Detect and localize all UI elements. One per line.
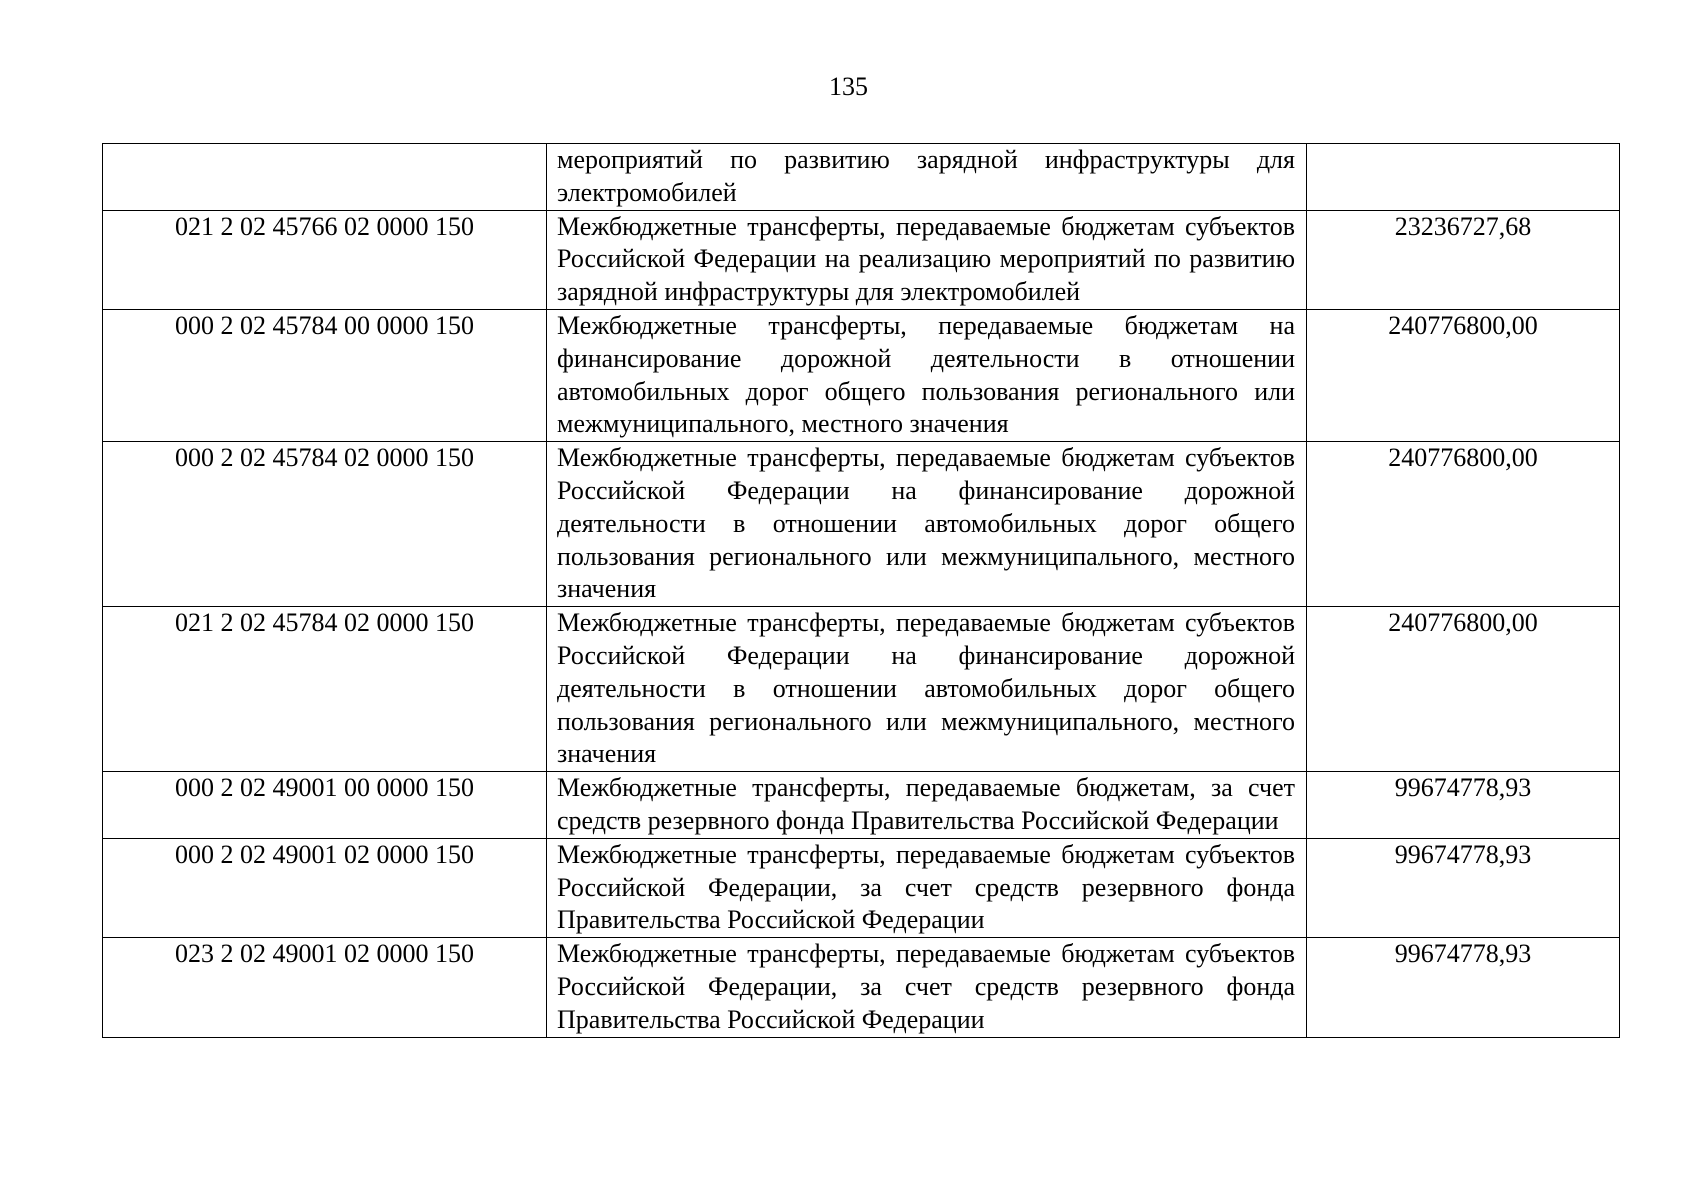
budget-code-cell bbox=[103, 144, 547, 211]
amount-cell bbox=[1307, 144, 1620, 211]
budget-code-cell: 021 2 02 45766 02 0000 150 bbox=[103, 210, 547, 309]
table-row bbox=[103, 607, 1620, 772]
budget-code-cell: 000 2 02 49001 00 0000 150 bbox=[103, 772, 547, 839]
amount-cell: 99674778,93 bbox=[1307, 838, 1620, 937]
amount-cell: 23236727,68 bbox=[1307, 210, 1620, 309]
description-cell: Межбюджетные трансферты, передаваемые бюджетам субъектов Российской Федерации, за счет средств резервного фонда Правительства Российской Федерации bbox=[547, 938, 1307, 1037]
amount-cell: 99674778,93 bbox=[1307, 938, 1620, 1037]
table-row bbox=[103, 144, 1620, 211]
table-row bbox=[103, 210, 1620, 309]
table-row bbox=[103, 838, 1620, 937]
description-cell: Межбюджетные трансферты, передаваемые бюджетам на финансирование дорожной деятельности в отношении автомобильных дорог общего пользования регионального или межмуниципального, местного значения bbox=[547, 309, 1307, 441]
budget-code-cell: 000 2 02 45784 02 0000 150 bbox=[103, 442, 547, 607]
amount-cell: 240776800,00 bbox=[1307, 607, 1620, 772]
description-cell: Межбюджетные трансферты, передаваемые бюджетам субъектов Российской Федерации, за счет средств резервного фонда Правительства Российской Федерации bbox=[547, 838, 1307, 937]
description-cell: мероприятий по развитию зарядной инфраструктуры для электромобилей bbox=[547, 144, 1307, 211]
page-number: 135 bbox=[829, 72, 868, 101]
amount-cell: 240776800,00 bbox=[1307, 309, 1620, 441]
description-cell: Межбюджетные трансферты, передаваемые бюджетам субъектов Российской Федерации на финансирование дорожной деятельности в отношении автомобильных дорог общего пользования регионального или межмуниципального, местного значения bbox=[547, 442, 1307, 607]
budget-code-cell: 000 2 02 45784 00 0000 150 bbox=[103, 309, 547, 441]
table-row bbox=[103, 442, 1620, 607]
amount-cell: 240776800,00 bbox=[1307, 442, 1620, 607]
budget-revenue-table bbox=[102, 143, 1620, 1038]
table-row bbox=[103, 772, 1620, 839]
description-cell: Межбюджетные трансферты, передаваемые бюджетам, за счет средств резервного фонда Правительства Российской Федерации bbox=[547, 772, 1307, 839]
table-row bbox=[103, 309, 1620, 441]
description-cell: Межбюджетные трансферты, передаваемые бюджетам субъектов Российской Федерации на реализацию мероприятий по развитию зарядной инфраструктуры для электромобилей bbox=[547, 210, 1307, 309]
amount-cell: 99674778,93 bbox=[1307, 772, 1620, 839]
budget-code-cell: 021 2 02 45784 02 0000 150 bbox=[103, 607, 547, 772]
table-row bbox=[103, 938, 1620, 1037]
description-cell: Межбюджетные трансферты, передаваемые бюджетам субъектов Российской Федерации на финансирование дорожной деятельности в отношении автомобильных дорог общего пользования регионального или межмуниципального, местного значения bbox=[547, 607, 1307, 772]
budget-code-cell: 000 2 02 49001 02 0000 150 bbox=[103, 838, 547, 937]
budget-code-cell: 023 2 02 49001 02 0000 150 bbox=[103, 938, 547, 1037]
